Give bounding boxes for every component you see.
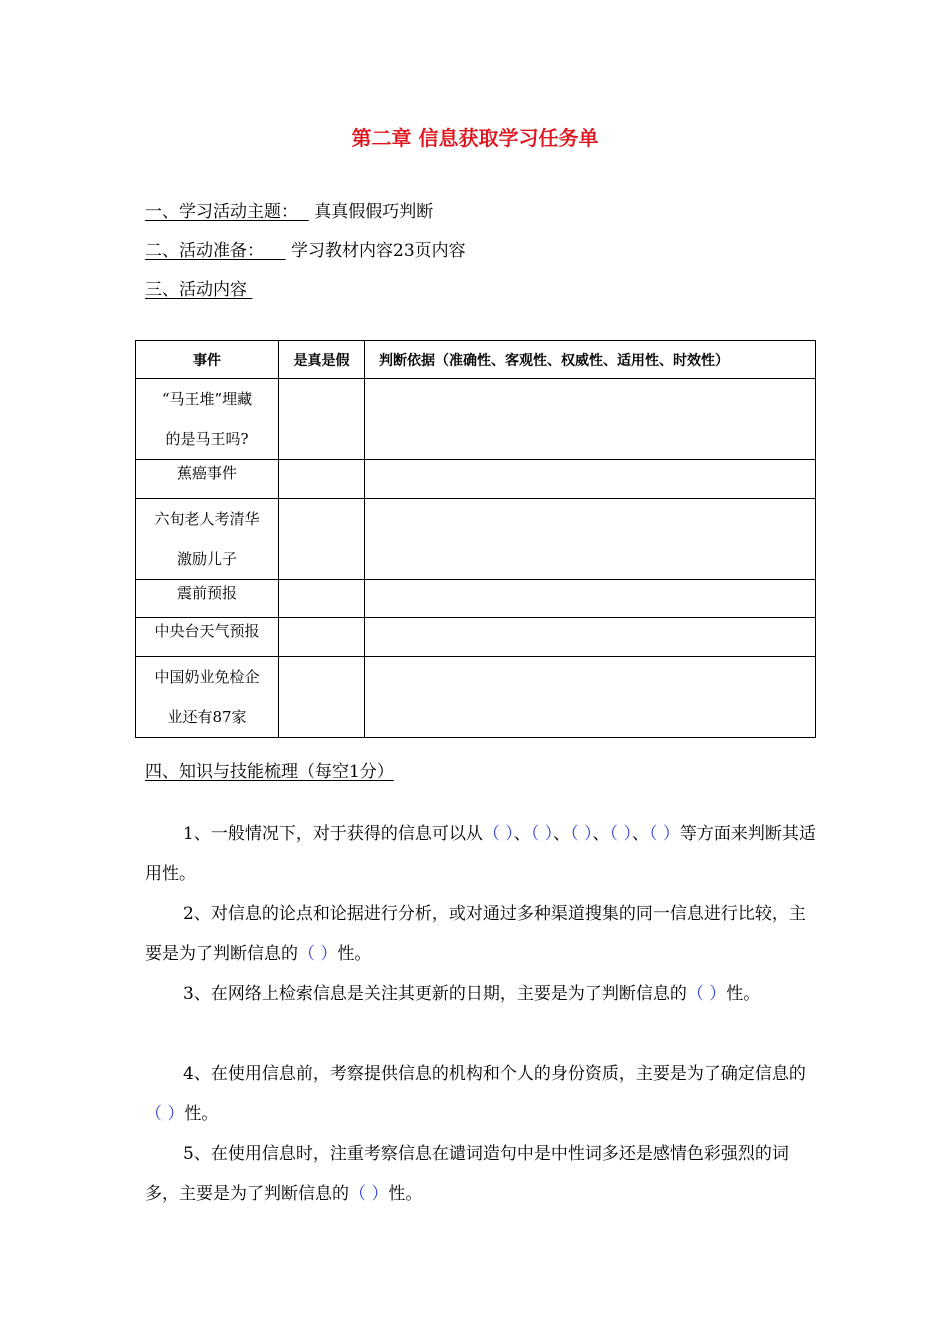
table-header-row bbox=[136, 341, 816, 379]
blank-5[interactable]: （ ） bbox=[349, 1184, 389, 1204]
section-content-label: 三、活动内容 bbox=[145, 280, 247, 300]
blank-2[interactable]: （ ） bbox=[298, 944, 338, 964]
header-true-false: 是真是假 bbox=[279, 341, 365, 379]
event-cell: 震前预报 bbox=[136, 580, 279, 618]
header-basis: 判断依据（准确性、客观性、权威性、适用性、时效性） bbox=[365, 341, 816, 379]
question-5: 5、在使用信息时，注重考察信息在谴词造句中是中性词多还是感情色彩强烈的词多，主要是为了判断信息的（ ）性。 bbox=[145, 1144, 789, 1204]
question-3: 3、在网络上检索信息是关注其更新的日期，主要是为了判断信息的（ ）性。 bbox=[183, 984, 761, 1004]
blank-1-2[interactable]: （ ） bbox=[530, 824, 554, 844]
header-event: 事件 bbox=[136, 341, 279, 379]
blank-1-4[interactable]: （ ） bbox=[609, 824, 632, 844]
basis-cell[interactable] bbox=[365, 580, 816, 618]
basis-cell[interactable] bbox=[365, 460, 816, 499]
event-cell: 蕉癌事件 bbox=[136, 460, 279, 499]
section-knowledge bbox=[145, 760, 394, 784]
event-cell: “马王堆”埋藏 的是马王吗? bbox=[136, 379, 279, 460]
basis-cell[interactable] bbox=[365, 499, 816, 580]
table-row bbox=[136, 580, 816, 618]
section-knowledge-label: 四、知识与技能梳理（每空1分） bbox=[145, 762, 394, 782]
true-false-cell[interactable] bbox=[279, 499, 365, 580]
true-false-cell[interactable] bbox=[279, 379, 365, 460]
question-4: 4、在使用信息前，考察提供信息的机构和个人的身份资质，主要是为了确定信息的（ ）性。 bbox=[145, 1064, 806, 1124]
blank-1-5[interactable]: （ ） bbox=[648, 824, 680, 844]
section-prep bbox=[145, 239, 466, 263]
basis-cell[interactable] bbox=[365, 618, 816, 657]
table-row bbox=[136, 618, 816, 657]
blank-3[interactable]: （ ） bbox=[686, 984, 727, 1004]
table-row bbox=[136, 460, 816, 499]
true-false-cell[interactable] bbox=[279, 580, 365, 618]
blank-4[interactable]: （ ） bbox=[145, 1104, 185, 1124]
table-row bbox=[136, 499, 816, 580]
section-prep-label: 二、活动准备： bbox=[145, 241, 264, 261]
event-cell: 中央台天气预报 bbox=[136, 618, 279, 657]
section-prep-value: 学习教材内容23页内容 bbox=[291, 241, 466, 261]
event-table bbox=[135, 340, 816, 738]
blank-1-1[interactable]: （ ） bbox=[482, 824, 514, 844]
question-1: 1、一般情况下，对于获得的信息可以从（ ）、（ ）、（ ）、（ ）、（ ）等方面来判断其适用性。 bbox=[145, 824, 816, 884]
event-cell: 六旬老人考清华 激励儿子 bbox=[136, 499, 279, 580]
true-false-cell[interactable] bbox=[279, 460, 365, 499]
basis-cell[interactable] bbox=[365, 657, 816, 738]
table-row bbox=[136, 379, 816, 460]
true-false-cell[interactable] bbox=[279, 657, 365, 738]
basis-cell[interactable] bbox=[365, 379, 816, 460]
section-theme-label: 一、学习活动主题： bbox=[145, 202, 298, 222]
event-cell: 中国奶业免检企 业还有87家 bbox=[136, 657, 279, 738]
table-row bbox=[136, 657, 816, 738]
question-2: 2、对信息的论点和论据进行分析，或对通过多种渠道搜集的同一信息进行比较，主要是为了判断信息的（ ）性。 bbox=[145, 904, 806, 964]
section-theme bbox=[145, 200, 433, 224]
true-false-cell[interactable] bbox=[279, 618, 365, 657]
section-theme-value: 真真假假巧判断 bbox=[314, 202, 434, 222]
blank-1-3[interactable]: （ ） bbox=[570, 824, 593, 844]
section-content bbox=[145, 278, 252, 302]
page-title: 第二章 信息获取学习任务单 bbox=[351, 126, 599, 150]
